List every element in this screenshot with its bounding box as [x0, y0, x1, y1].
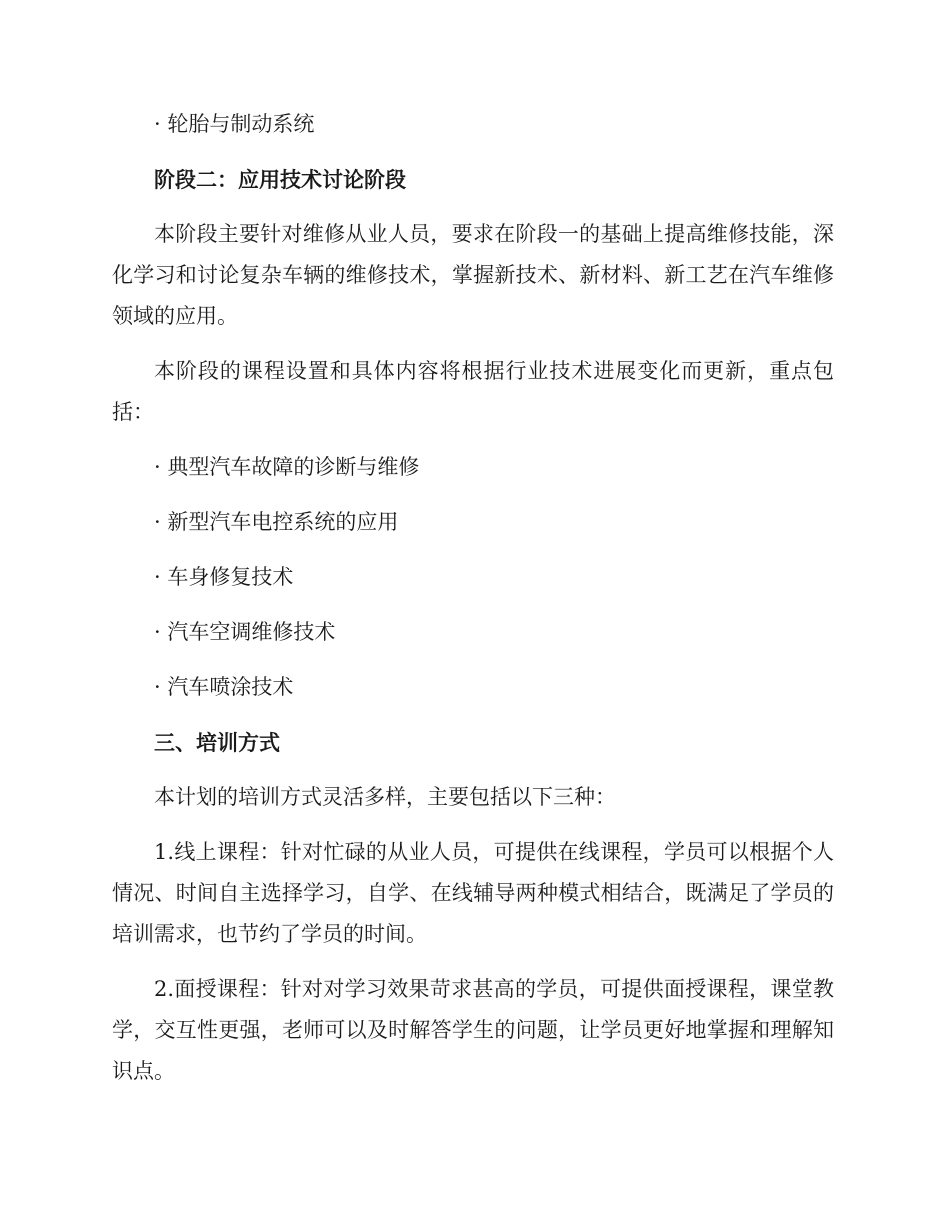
bullet-item: · 汽车喷涂技术 — [154, 675, 294, 699]
bullet-item: · 汽车空调维修技术 — [154, 620, 336, 644]
method-online-course: 1.线上课程：针对忙碌的从业人员，可提供在线课程，学员可以根据个人情况、时间自主选择学习，自学、在线辅导两种模式相结合，既满足了学员的培训需求，也节约了学员的时间。 — [112, 840, 834, 946]
bullet-item: · 典型汽车故障的诊断与维修 — [154, 455, 420, 479]
stage2-paragraph-1: 本阶段主要针对维修从业人员，要求在阶段一的基础上提高维修技能，深化学习和讨论复杂车辆的维修技术，掌握新技术、新材料、新工艺在汽车维修领域的应用。 — [112, 222, 834, 328]
method-face-to-face-course: 2.面授课程：针对对学习效果苛求甚高的学员，可提供面授课程，课堂教学，交互性更强，老师可以及时解答学生的问题，让学员更好地掌握和理解知识点。 — [112, 977, 834, 1083]
bullet-item: · 新型汽车电控系统的应用 — [154, 510, 399, 534]
bullet-tire-brake: · 轮胎与制动系统 — [154, 112, 315, 136]
stage2-paragraph-2: 本阶段的课程设置和具体内容将根据行业技术进展变化而更新，重点包括： — [112, 359, 834, 424]
section3-heading: 三、培训方式 — [154, 730, 280, 755]
bullet-item: · 车身修复技术 — [154, 565, 294, 589]
document-page — [112, 104, 834, 1106]
section3-intro: 本计划的培训方式灵活多样，主要包括以下三种： — [154, 785, 616, 809]
stage2-heading: 阶段二：应用技术讨论阶段 — [154, 167, 406, 192]
